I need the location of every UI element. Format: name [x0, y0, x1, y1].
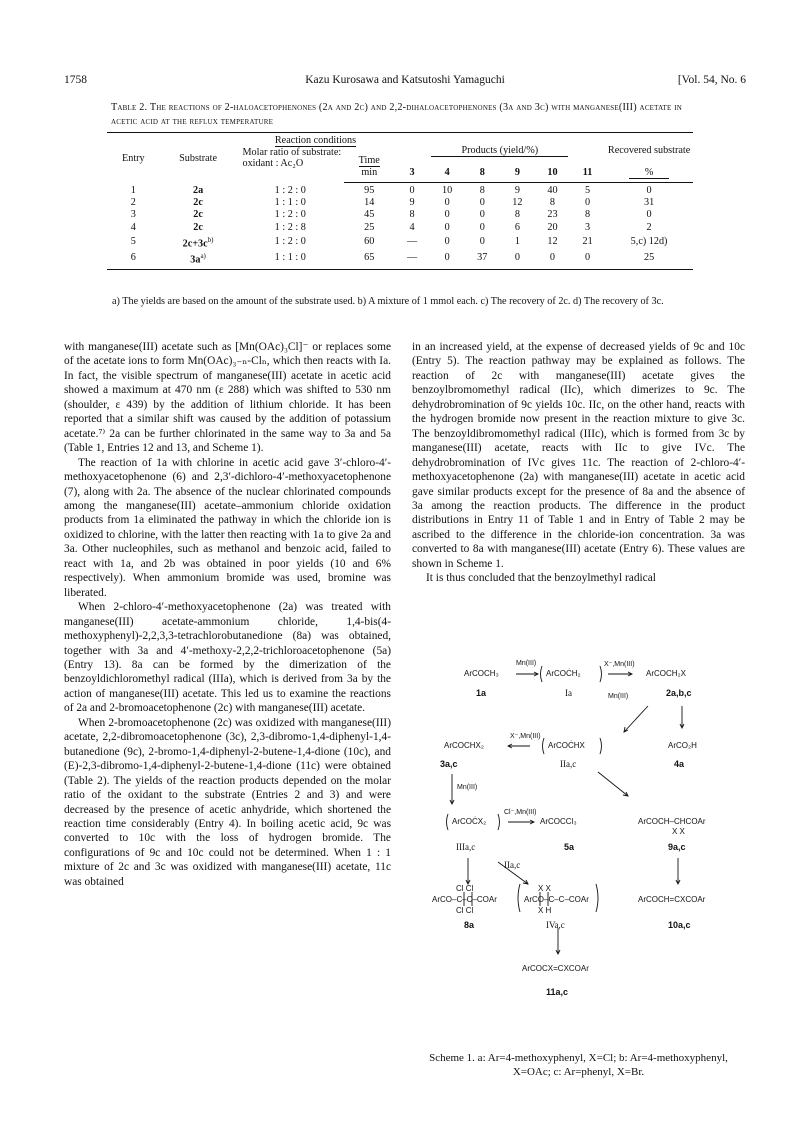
scheme-label: Cl Cl [456, 906, 474, 915]
scheme-label: ArCOĊHX [548, 741, 585, 750]
scheme-caption: Scheme 1. a: Ar=4-methoxyphenyl, X=Cl; b: Ar=4-methoxyphenyl, X=OAc; c: Ar=phenyl, X=Br. [429, 1052, 728, 1078]
col-p9: 9 [500, 167, 535, 183]
scheme-label: 10a,c [668, 920, 691, 930]
col-p8: 8 [465, 167, 500, 183]
paragraph: It is thus concluded that the benzoylmethyl radical [426, 572, 656, 585]
left-column [64, 340, 391, 889]
paragraph: When 2-bromoacetophenone (2c) was oxidized with manganese(III) acetate, 2,2-dibromoacetophenone (3c), 2,3-dibromo-1,4-diphenyl-1,4-butanedione (9c), 2-bromo-1,4-diphenyl-2-butene-1,4-dione (10c), and (E)-2,3-dibromo-1,4-diphenyl-2-butene-1,4-dione (11c) were obtained (Table 2). The yields of the reaction products depended on the molar ratio of the oxidant to the substrate (Entries 2 and 3) and were decreased by the presence of acetic anhydride, which shortened the reaction time considerably (Entry 4). In boiling acetic acid, 9c was converted to 10c with the loss of hydrogen bromide. The configurations of 9c and 10c could not be determined. When 1 : 1 mixture of 2c and 3c was oxidized with manganese(III) acetate, 11c was obtained [64, 716, 391, 888]
results-table [107, 132, 693, 270]
scheme-label: 9a,c [668, 842, 686, 852]
running-header [64, 74, 746, 90]
scheme-label: ArCOCH₂X [646, 669, 686, 678]
scheme-label: X⁻,Mn(III) [604, 661, 635, 668]
table-footnote: a) The yields are based on the amount of the substrate used. b) A mixture of 1 mmol each. c) The recovery of 2c. d) The recovery of 3c. [112, 296, 664, 307]
scheme-label: X⁻,Mn(III) [510, 733, 541, 740]
scheme-label: ArCOCH=CXCOAr [638, 895, 706, 904]
col-substrate: Substrate [179, 153, 218, 164]
scheme-label: 1a [476, 688, 487, 698]
scheme-label: 8a [464, 920, 475, 930]
scheme-label: IIIa,c [456, 842, 476, 852]
table-row: 5 $2c+3c^{b)}$ 1 : 2 : 0 60 — 0 0 1 12 21 5,c) 12d) [130, 235, 668, 250]
scheme-label: X X [672, 827, 685, 836]
table-row: 1 2a 1 : 2 : 0 95 0 10 8 9 40 5 0 [130, 184, 652, 197]
col-reaction-conditions: Reaction conditions [274, 135, 357, 146]
scheme-label: 4a [674, 759, 685, 769]
col-p4: 4 [430, 167, 465, 183]
scheme-label: ArCOCX=CXCOAr [522, 964, 589, 973]
scheme-label: ArCOCH–CHCOAr [638, 817, 706, 826]
scheme-label: ArCOĊX₂ [452, 817, 487, 826]
paragraph: in an increased yield, at the expense of decreased yields of 9c and 10c (Entry 5). The reaction pathway may be explained as follows. The reaction of 2c with manganese(III) acetate gives the benzoylbromomethyl radical (IIc), which dimerizes to 9c. The dehydrobromination of 9c yields 10c. IIc, on the other hand, reacts with the hydrogen bromide now present in the reaction mixture to give 3c. The benzoyldibromomethyl radical (IIIc), which is formed from 3c by manganese(III) acetate, reacts with IIc to give IVc. The dehydrobromination of IVc gives 11c. The reaction of 2-chloro-4′-methoxyacetophenone (2a) with manganese(III) acetate in acetic acid gave similar products except for the presence of 8a and the absence of 3a among the reaction products. The difference in the product distributions in Entry 11 of Table 1 and in Entry of Table 2 may be ascribed to the difference in the chloride-ion concentration. 3a was converted to 8a with manganese(III) acetate (Entry 6). These values are shown in Scheme 1. [412, 341, 745, 570]
col-recovered: Recovered substrate [607, 145, 691, 156]
col-molar-ratio: Molar ratio of substrate: oxidant : Ac₂O [242, 147, 342, 169]
paragraph: with manganese(III) acetate such as [Mn(OAc)₃Cl]⁻ or replaces some of the acetate ions to form Mn(OAc)₃₋ₙ-Clₙ, which then reacts with Ia. In fact, the visible spectrum of manganese(III) acetate in acetic acid showed a maximum at 470 nm (ε 288) which was shifted to 530 nm (shoulder, ε 439) by the addition of lithium chloride. It has been reported that a similar shift was caused by the addition of potassium acetate.⁷⁾ 2a can be further chlorinated in the same way to 3a and 5a (Table 1, Entries 12 and 13, and Scheme 1). [64, 341, 391, 455]
scheme-label: 3a,c [440, 759, 458, 769]
scheme-label: ArCOCHX₂ [444, 741, 484, 750]
table-row: 2 2c 1 : 1 : 0 14 9 0 0 12 8 0 31 [130, 197, 655, 209]
paragraph: The reaction of 1a with chlorine in acetic acid gave 3′-chloro-4′-methoxyacetophenone (6) and 2,3′-dichloro-4′-methoxyacetophenone (7), along with 2a. The absence of the nuclear chlorinated compounds among the manganese(III) acetate–ammonium chloride oxidation products from 1a eliminated the pathway in which the chloride ion is oxidized to chlorine, with the latter then reacting with 1a to give 2a and 3a. Other nucleophiles, such as methanol and benzoic acid, failed to react with 1a, and 2b was obtained in poor yields (10 and 6% respectively). When ammonium bromide was used, bromine was liberated. [64, 456, 391, 599]
scheme-label: ArCOCCl₃ [540, 817, 577, 826]
page-number: 1758 [64, 74, 87, 86]
scheme-label: ArCOCH₃ [464, 669, 499, 678]
col-p10: 10 [535, 167, 570, 183]
scheme-label: X X [538, 884, 551, 893]
scheme-label: Mn(III) [516, 660, 537, 667]
reaction-scheme [412, 662, 745, 1042]
scheme-label: IVa,c [546, 920, 565, 930]
scheme-label: X H [538, 906, 552, 915]
scheme-label: IIa,c [560, 759, 577, 769]
scheme-label: ArCO–C–C–COAr [524, 895, 589, 904]
col-p11: 11 [570, 167, 605, 183]
scheme-label: Cl⁻,Mn(III) [504, 809, 537, 816]
scheme-label: Mn(III) [608, 693, 629, 700]
col-time: Time [358, 155, 380, 166]
col-entry: Entry [122, 153, 145, 164]
volume-info: [Vol. 54, No. 6 [677, 74, 746, 86]
col-time-unit: min [344, 167, 394, 183]
scheme-label: Mn(III) [457, 784, 478, 791]
table-caption: Table 2. The reactions of 2-haloacetophenones (2a and 2c) and 2,2-dihaloacetophenones (3a and 3c) with manganese(III) acetate in acetic acid at the reflux temperature [111, 102, 683, 127]
running-authors: Kazu Kurosawa and Katsutoshi Yamaguchi [305, 74, 505, 86]
scheme-label: ArCOĊH₂ [546, 669, 581, 678]
scheme-label: ArCO₂H [668, 741, 697, 750]
table-row: 3 2c 1 : 2 : 0 45 8 0 0 8 23 8 0 [130, 209, 652, 221]
table-row: 4 2c 1 : 2 : 8 25 4 0 0 6 20 3 2 [130, 221, 652, 233]
scheme-label: Cl Cl [456, 884, 474, 893]
col-p3: 3 [394, 167, 429, 183]
scheme-label: Ia [565, 688, 572, 698]
scheme-label: 5a [564, 842, 575, 852]
scheme-label: 11a,c [546, 987, 569, 997]
scheme-label: IIa,c [504, 860, 521, 870]
right-column [412, 340, 745, 586]
col-products: Products (yield/%) [394, 133, 605, 167]
col-recovered-unit: % [605, 167, 693, 183]
scheme-label: 2a,b,c [666, 688, 692, 698]
table-row: 6 $3a^{a)}$ 1 : 1 : 0 65 — 0 37 0 0 0 25 [107, 250, 693, 269]
paragraph: When 2-chloro-4′-methoxyacetophenone (2a) was treated with manganese(III) acetate-ammonium chloride, 1,4-bis(4-methoxyphenyl)-2,2,3,3-tetrachlorobutanedione (8a) was obtained, together with 3a and 4′-methoxy-2,2,2-trichloroacetophenone (5a) (Entry 13). 8a can be formed by the dimerization of the benzoyldichloromethyl radical (IIIa), which is derived from 3a by the action of manganese(III) acetate. This led us to examine the reactions of 2a and 2-bromoacetophenone (2c) with manganese(III) acetate. [64, 601, 391, 715]
scheme-label: ArCO–C–C–COAr [432, 895, 497, 904]
scheme-arrows [412, 662, 745, 1042]
